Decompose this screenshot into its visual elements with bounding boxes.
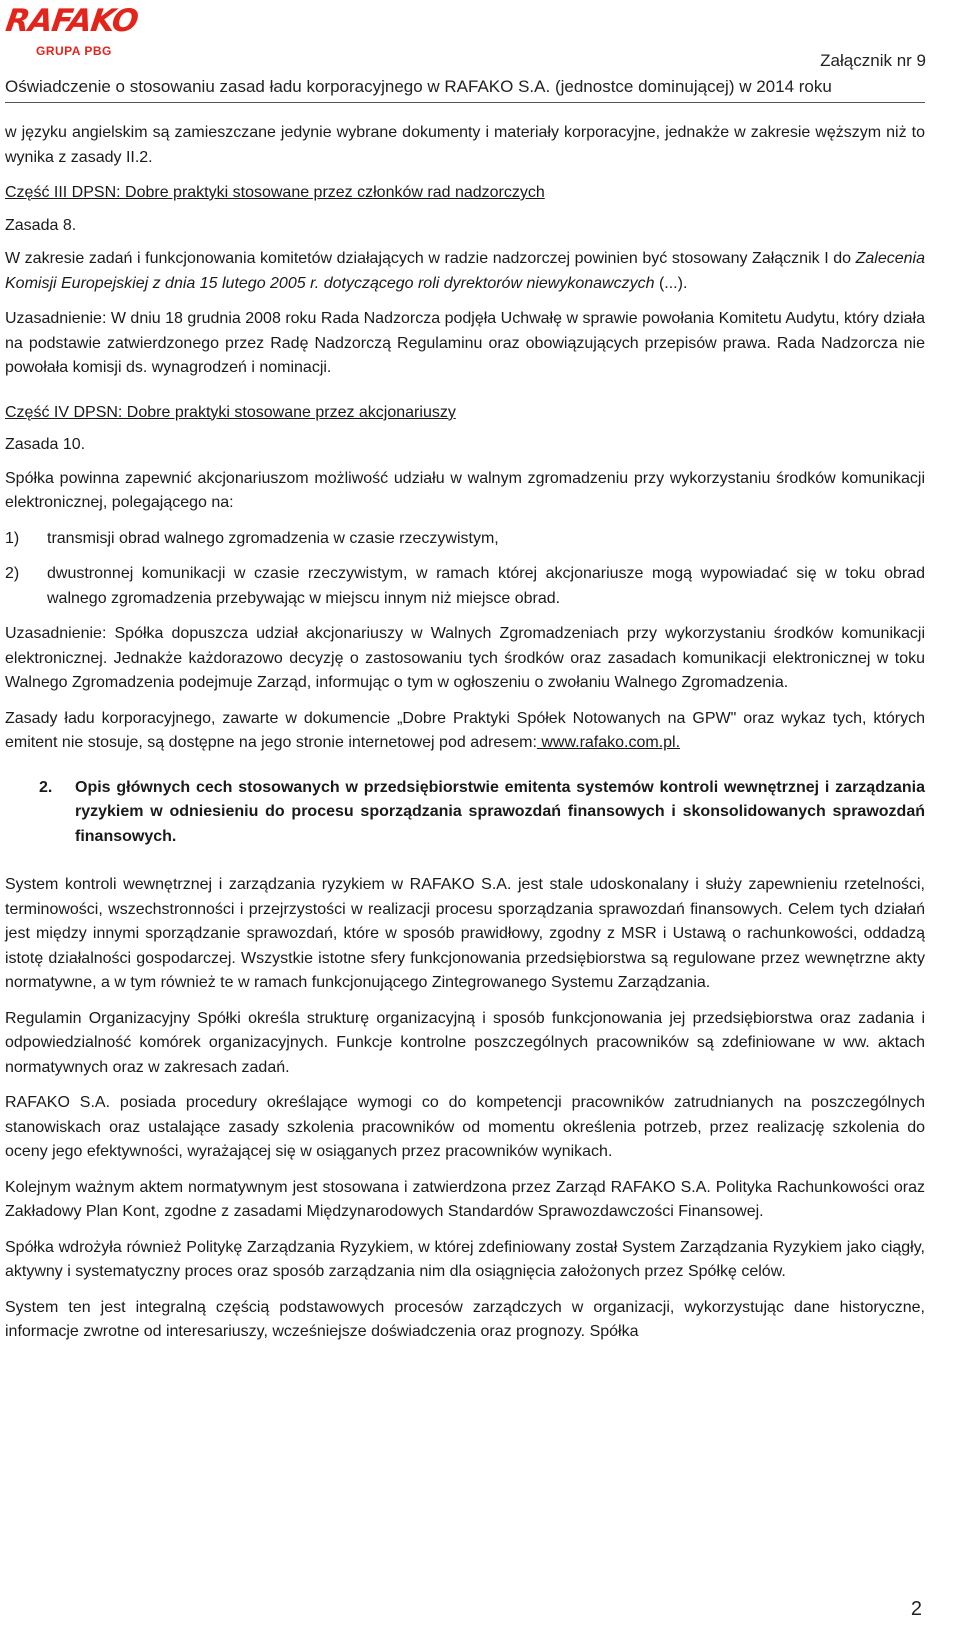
zasada-10-justification: Uzasadnienie: Spółka dopuszcza udział akcjonariuszy w Walnych Zgromadzeniach przy wykorzystaniu środków komunikacji elektronicznej. Jednakże każdorazowo decyzję o zastosowaniu tych środków oraz zasadach komunikacji elektronicznej w toku Walnego Zgromadzenia podejmuje Zarząd, informując o tym w ogłoszeniu o zwołaniu Walnego Zgromadzenia. <box>5 625 925 691</box>
document-body <box>5 121 925 1356</box>
paragraph-internal-control: System kontroli wewnętrznej i zarządzania ryzykiem w RAFAKO S.A. jest stale udoskonalany i służy zapewnieniu rzetelności, terminowości, wszechstronności i przejrzystości w realizacji procesu sporządzania sprawozdań finansowych. Celem tych działań jest między innymi sporządzanie sprawozdań, które w sposób prawidłowy, zgodny z MSR i Ustawą o rachunkowości, oddadzą istotę działalności gospodarczej. Wszystkie istotne sfery funkcjonowania przedsiębiorstwa są regulowane przez wewnętrzne akty normatywne, a w tym również te w ramach funkcjonującego Zintegrowanego Systemu Zarządzania. <box>5 876 925 991</box>
zasada-10-text: Spółka powinna zapewnić akcjonariuszom możliwość udziału w walnym zgromadzeniu przy wykorzystaniu środków komunikacji elektronicznej, polegającego na: <box>5 469 925 511</box>
list-item <box>5 562 925 611</box>
paragraph-accounting-policy: Kolejnym ważnym aktem normatywnym jest stosowana i zatwierdzona przez Zarząd RAFAKO S.A. Polityka Rachunkowości oraz Zakładowy Plan Kont, zgodne z zasadami Międzynarodowych Standardów Sprawozdawczości Finansowej. <box>5 1178 925 1220</box>
paragraph-organizational-rules: Regulamin Organizacyjny Spółki określa strukturę organizacyjną i sposób funkcjonowania jej przedsiębiorstwa oraz zadania i odpowiedzialność komórek organizacyjnych. Funkcje kontrolne poszczególnych pracowników są zdefiniowane w ww. aktach normatywnych oraz w zakresach zadań. <box>5 1009 925 1076</box>
rafako-website-link[interactable]: www.rafako.com.pl. <box>536 734 681 751</box>
section-2-title: Opis głównych cech stosowanych w przedsiębiorstwie emitenta systemów kontroli wewnętrznej i zarządzania ryzykiem w odniesieniu do procesu sporządzania sprawozdań finansowych i skonsolidowanych sprawozdań finansowych. <box>75 778 925 845</box>
document-subtitle: Oświadczenie o stosowaniu zasad ładu korporacyjnego w RAFAKO S.A. (jednostce dominującej) w 2014 roku <box>5 77 832 96</box>
zasada-8-text-c: (...). <box>654 274 688 292</box>
part-3-heading: Część III DPSN: Dobre praktyki stosowane przez członków rad nadzorczych <box>5 184 545 201</box>
zasada-8-text <box>5 247 925 296</box>
zasada-10-label: Zasada 10. <box>5 436 86 453</box>
intro-paragraph: w języku angielskim są zamieszczane jedynie wybrane dokumenty i materiały korporacyjne, jednakże w zakresie węższym niż to wynika z zasady II.2. <box>5 124 925 166</box>
list-item-number: 1) <box>5 529 20 547</box>
zasada-8-justification: Uzasadnienie: W dniu 18 grudnia 2008 roku Rada Nadzorcza podjęła Uchwałę w sprawie powołania Komitetu Audytu, który działa na podstawie zatwierdzonego przez Radę Nadzorczą Regulaminu oraz obowiązujących przepisów prawa. Rada Nadzorcza nie powołała komisji ds. wynagrodzeń i nominacji. <box>5 310 925 376</box>
list-item-text: transmisji obrad walnego zgromadzenia w czasie rzeczywistym, <box>47 529 499 547</box>
paragraph-system-integration: System ten jest integralną częścią podstawowych procesów zarządczych w organizacji, wykorzystując dane historyczne, informacje zwrotne od interesariuszy, wcześniejsze doświadczenia oraz prognozy. Spółka <box>5 1298 925 1340</box>
list-item-text: dwustronnej komunikacji w czasie rzeczywistym, w ramach której akcjonariusze mogą wypowiadać się w toku obrad walnego zgromadzenia przebywając w miejscu innym niż miejsce obrad. <box>47 565 925 607</box>
paragraph-risk-policy: Spółka wdrożyła również Politykę Zarządzania Ryzykiem, w której zdefiniowany został System Zarządzania Ryzykiem jako ciągły, aktywny i systematyczny proces oraz sposób zarządzania nim dla osiągnięcia założonych przez Spółkę celów. <box>5 1238 925 1280</box>
logo-subtitle: GRUPA PBG <box>36 44 112 58</box>
zasada-8-text-italic: Zalecenia Komisji Europejskiej z dnia 15 lutego 2005 r. dotyczącego roli dyrektorów niewykonawczych <box>5 250 925 292</box>
logo-wordmark: RAFAKO <box>3 3 140 39</box>
section-2-heading <box>5 776 925 850</box>
section-2-number: 2. <box>39 778 53 796</box>
part-4-heading: Część IV DPSN: Dobre praktyki stosowane przez akcjonariuszy <box>5 403 456 421</box>
list-item-number: 2) <box>5 565 20 582</box>
attachment-label: Załącznik nr 9 <box>820 51 926 70</box>
governance-rules-paragraph <box>5 707 925 756</box>
governance-rules-text: Zasady ładu korporacyjnego, zawarte w dokumencie „Dobre Praktyki Spółek Notowanych na GPW" oraz wykaz tych, których emitent nie stosuje, są dostępne na jego stronie internetowej pod adresem: <box>5 709 925 751</box>
page-number: 2 <box>910 1598 922 1620</box>
zasada-8-label: Zasada 8. <box>5 216 77 234</box>
zasada-8-text-a: W zakresie zadań i funkcjonowania komitetów działających w radzie nadzorczej powinien być stosowany Załącznik I do <box>5 250 856 267</box>
header-divider <box>5 102 925 103</box>
company-logo <box>3 3 140 62</box>
paragraph-procedures: RAFAKO S.A. posiada procedury określające wymogi co do kompetencji pracowników zatrudnianych na poszczególnych stanowiskach oraz ustalające zasady szkolenia pracowników od momentu określenia potrzeb, przez realizację szkolenia do oceny jego efektywności, wyrażającej się w osiąganych przez pracowników wynikach. <box>5 1094 925 1160</box>
list-item <box>5 527 925 552</box>
